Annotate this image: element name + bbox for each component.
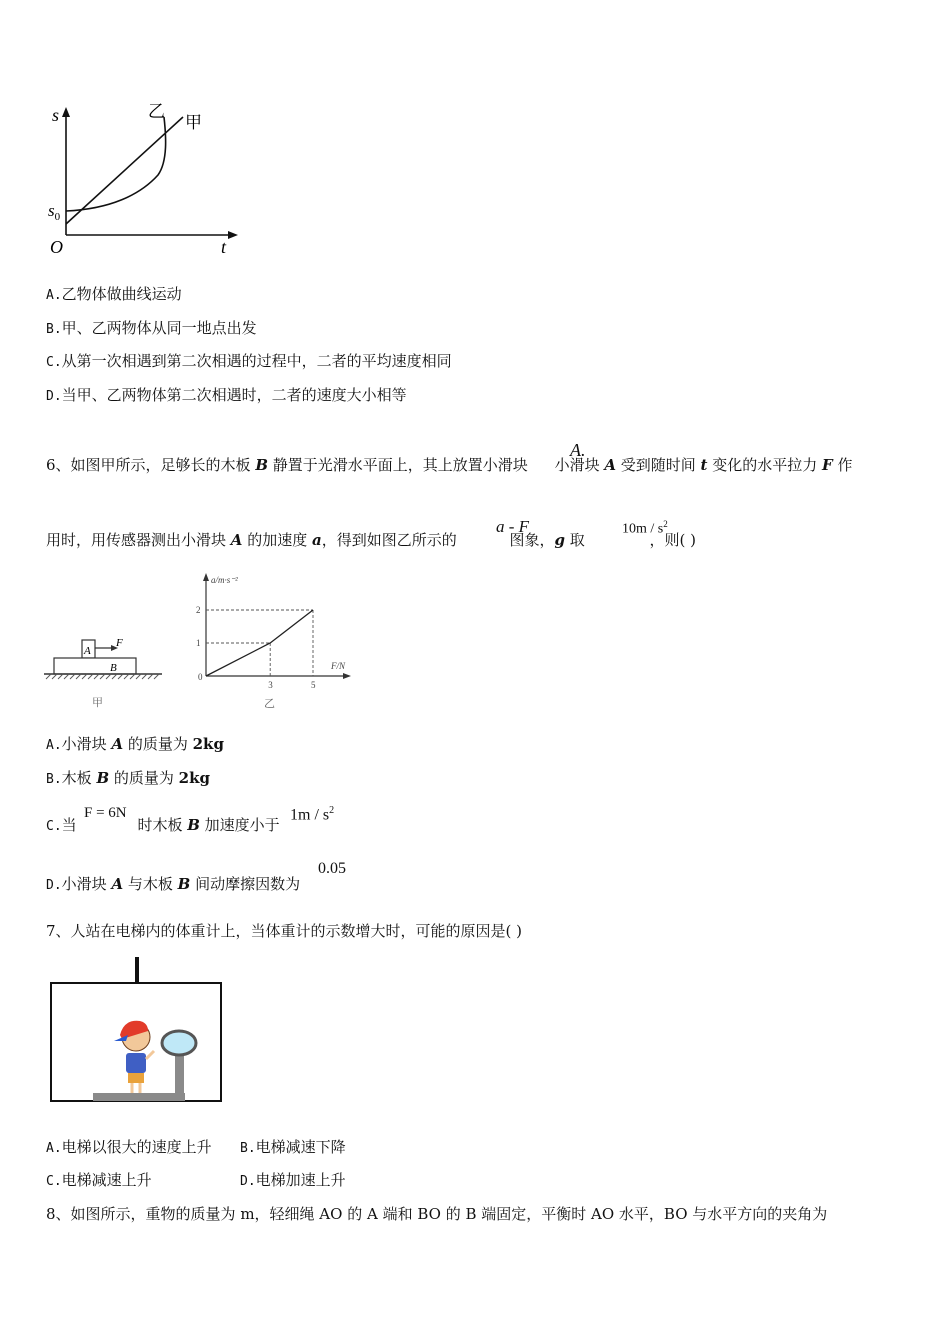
q6-stem-line1: 6、如图甲所示，足够长的木板 B 静置于光滑水平面上，其上放置小滑块 小滑块 A 受到随时间 t 变化的水平拉力 F 作 xyxy=(46,456,853,474)
s-t-graph xyxy=(40,95,250,260)
fig-yi-caption: 乙 xyxy=(264,698,275,710)
t-axis-label: t xyxy=(221,237,227,257)
q6-stem-line2: 用时，用传感器测出小滑块 A 的加速度 a，得到如图乙所示的 图象，g 取 ，则( ) xyxy=(46,531,697,549)
q7-option-b: B.电梯减速下降 xyxy=(240,1138,346,1156)
q7-option-a: A.电梯以很大的速度上升 xyxy=(46,1138,212,1156)
y-tick-label: 1 xyxy=(196,638,201,648)
curve-yi xyxy=(66,117,166,211)
fig-jia-caption: 甲 xyxy=(92,697,103,709)
q6-math-f-6n: F = 6N xyxy=(84,805,127,821)
q6-option-a: A.小滑块 A 的质量为 2kg xyxy=(46,735,224,753)
q7-option-c: C.电梯减速上升 xyxy=(46,1171,152,1189)
line-jia-label: 甲 xyxy=(185,113,202,132)
q7-stem: 7、人站在电梯内的体重计上，当体重计的示数增大时，可能的原因是( ) xyxy=(46,922,523,940)
q8-stem: 8、如图所示，重物的质量为 m，轻细绳 AO 的 A 端和 BO 的 B 端固定，平衡时 AO 水平，BO 与水平方向的夹角为 xyxy=(46,1205,828,1223)
q6-math-g-value: $10m / s^2$ xyxy=(622,519,668,537)
scale-base xyxy=(93,1093,185,1101)
q5-option-d: D.当甲、乙两物体第二次相遇时，二者的速度大小相等 xyxy=(46,386,407,404)
q6-math-aF: a - F xyxy=(496,517,530,536)
svg-text:B: B xyxy=(110,662,117,674)
svg-text:A: A xyxy=(84,645,91,657)
s-axis-label: s xyxy=(52,105,60,125)
curve-yi-label: 乙 xyxy=(148,102,165,121)
x-tick-label: 5 xyxy=(311,680,316,690)
yi-x-axis-label: F/N xyxy=(331,661,346,671)
q6-math-1ms2: $1m / s^2$ xyxy=(290,805,335,824)
q5-option-b: B.甲、乙两物体从同一地点出发 xyxy=(46,319,257,337)
q6-figure-jia xyxy=(42,620,167,712)
yi-y-axis-label: a/m·s⁻² xyxy=(211,575,238,585)
elevator-illustration xyxy=(48,955,226,1107)
q6-figure-yi-af-graph xyxy=(190,568,360,713)
yi-origin-label: 0 xyxy=(198,672,203,682)
q7-option-d: D.电梯加速上升 xyxy=(240,1171,346,1189)
force-f-label: F xyxy=(116,637,123,649)
y-tick-label: 2 xyxy=(196,605,201,615)
scale-dial xyxy=(162,1031,196,1055)
q6-option-b: B.木板 B 的质量为 2kg xyxy=(46,769,210,787)
x-tick-label: 3 xyxy=(268,680,273,690)
origin-label: O xyxy=(50,237,63,257)
q6-option-d: D.小滑块 A 与木板 B 间动摩擦因数为 xyxy=(46,875,301,893)
q5-option-a: A.乙物体做曲线运动 xyxy=(46,285,182,303)
board-b xyxy=(54,658,136,674)
q5-option-c: C.从第一次相遇到第二次相遇的过程中，二者的平均速度相同 xyxy=(46,352,452,370)
q6-option-c: C.当 时木板 B 加速度小于 xyxy=(46,816,280,834)
s0-label: $s_0$ xyxy=(48,201,61,223)
q6-math-a-dot: A. xyxy=(570,440,586,460)
q6-math-005: 0.05 xyxy=(318,860,346,877)
